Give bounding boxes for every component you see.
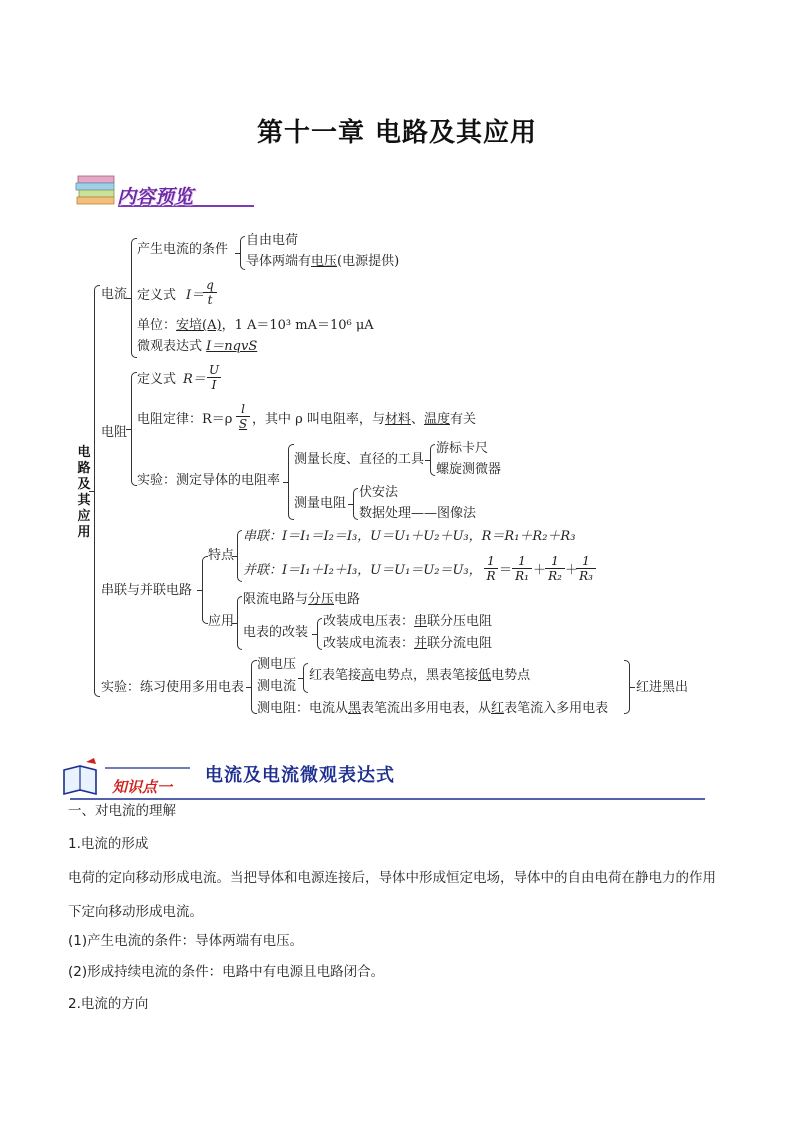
current-def-lhs: I＝ xyxy=(186,288,205,303)
apply-brace xyxy=(237,596,242,650)
current-label: 电流 xyxy=(101,287,128,302)
current-def-frac: $\frac{q}{t}$ xyxy=(203,278,217,307)
meter-voltmeter: 改装成电压表：串联分压电阻 xyxy=(323,614,493,629)
cond-1: 自由电荷 xyxy=(246,233,299,248)
apply-label: 应用 xyxy=(208,614,235,629)
knowledge-point-badge: 知识点一 xyxy=(112,778,173,796)
par-plus-1: ＋ xyxy=(533,563,547,578)
resistance-label: 电阻 xyxy=(101,425,128,440)
par-lhs-frac: $\frac{1}{R}$ xyxy=(484,554,498,583)
mm-rule-brace xyxy=(303,663,308,693)
resistance-def-label: 定义式 xyxy=(137,372,177,387)
resistance-law-rest: ，其中 ρ 叫电阻率，与材料、温度有关 xyxy=(252,412,476,427)
method-2: 数据处理——图像法 xyxy=(359,506,477,521)
meter-ammeter: 改装成电流表：并联分流电阻 xyxy=(323,636,493,651)
resistance-law-frac: $\frac{l}{S}$ xyxy=(236,402,250,431)
resistance-exp-label: 实验：测定导体的电阻率 xyxy=(137,473,281,488)
resistance-def-frac: $\frac{U}{I}$ xyxy=(208,363,220,392)
mm-voltage: 测电压 xyxy=(257,657,297,672)
heading-1: 一、对电流的理解 xyxy=(68,803,176,819)
meter-brace xyxy=(317,618,322,650)
par-frac-2: $\frac{1}{\text{R₂}}$ xyxy=(545,554,565,583)
item-1: (1)产生电流的条件：导体两端有电压。 xyxy=(68,933,304,949)
meter-label: 电表的改装 xyxy=(243,625,309,640)
method-1: 伏安法 xyxy=(359,485,399,500)
series-rule: 串联：I＝I₁＝I₂＝I₃，U＝U₁＋U₂＋U₃，R＝R₁＋R₂＋R₃ xyxy=(243,529,576,544)
item-2: (2)形成持续电流的条件：电路中有电源且电路闭合。 xyxy=(68,964,385,980)
mm-rule: 红表笔接高电势点，黑表笔接低电势点 xyxy=(309,668,531,683)
current-micro: 微观表达式 I＝nqvS xyxy=(137,339,258,354)
chapter-title: 第十一章 电路及其应用 xyxy=(256,118,538,148)
sub-heading-2: 2.电流的方向 xyxy=(68,996,149,1012)
current-unit: 单位：安培(A)，1 A＝10³ mA＝10⁶ μA xyxy=(137,318,374,333)
par-frac-1: $\frac{1}{\text{R₁}}$ xyxy=(512,554,532,583)
sub-heading-1: 1.电流的形成 xyxy=(68,836,149,852)
par-eq: ＝ xyxy=(499,563,513,578)
series-parallel-label: 串联与并联电路 xyxy=(101,583,193,598)
method-brace xyxy=(353,488,358,520)
par-plus-2: ＋ xyxy=(565,563,579,578)
paragraph-1: 电荷的定向移动形成电流。当把导体和电源连接后，导体中形成恒定电场，导体中的自由电荷在静电力的作用下定向移动形成电流。 xyxy=(68,870,716,920)
apply-1: 限流电路与分压电路 xyxy=(243,592,361,607)
current-def-label: 定义式 xyxy=(137,288,177,303)
mm-summary: 红进黑出 xyxy=(636,680,689,695)
mm-resistance: 测电阻：电流从黑表笔流出多用电表，从红表笔流入多用电表 xyxy=(257,701,609,716)
measure-resistance: 测量电阻 xyxy=(294,496,347,511)
current-cond-label: 产生电流的条件 xyxy=(137,242,229,257)
feature-label: 特点 xyxy=(208,548,235,563)
mm-current: 测电流 xyxy=(257,679,297,694)
parallel-rule: 并联：I＝I₁＋I₂＋I₃，U＝U₁＝U₂＝U₃， xyxy=(243,563,482,578)
multimeter-label: 实验：练习使用多用电表 xyxy=(101,680,245,695)
overview-badge: 内容预览 xyxy=(117,186,194,208)
resistance-law: 电阻定律：R＝ρ xyxy=(137,412,233,427)
tool-brace xyxy=(430,444,435,476)
tool-1: 游标卡尺 xyxy=(436,441,489,456)
root-brace xyxy=(94,285,100,697)
resistance-def-lhs: R＝ xyxy=(183,372,206,387)
cond-brace xyxy=(240,236,245,270)
root-label: 电 路 及 其 应 用 xyxy=(77,445,91,540)
resistance-brace xyxy=(131,372,137,486)
tool-2: 螺旋测微器 xyxy=(436,462,502,477)
mm-right-brace xyxy=(624,660,630,714)
knowledge-point-title: 电流及电流微观表达式 xyxy=(205,765,395,786)
cond-2: 导体两端有电压(电源提供) xyxy=(246,254,400,269)
feature-brace xyxy=(237,530,242,582)
par-frac-3: $\frac{1}{\text{R₃}}$ xyxy=(576,554,596,583)
measure-length: 测量长度、直径的工具 xyxy=(294,452,425,467)
